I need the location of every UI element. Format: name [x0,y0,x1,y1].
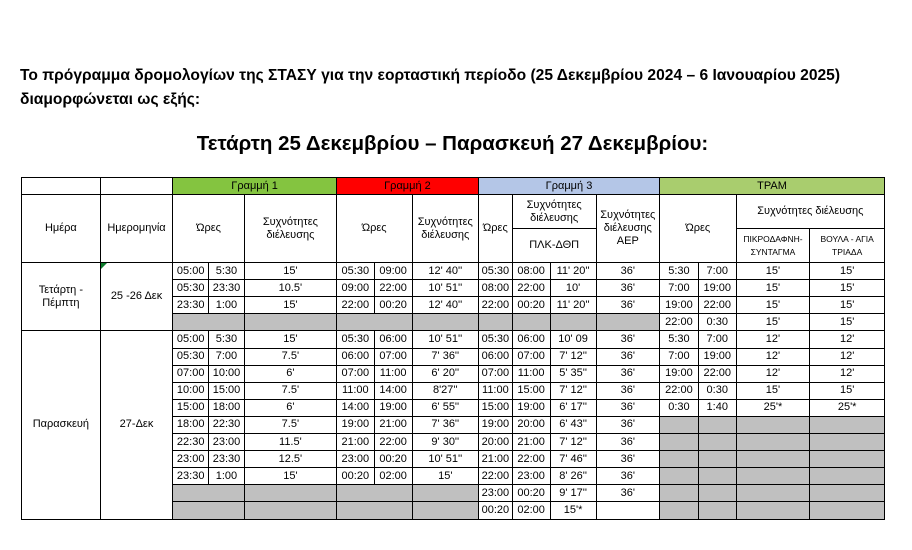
line2-to: 00:20 [374,297,412,314]
line3-from: 23:00 [479,485,513,502]
blank-cell [100,178,173,195]
empty-cell [412,485,478,502]
empty-cell [698,468,736,485]
line2-to: 11:00 [374,365,412,382]
line2-from: 22:00 [336,297,374,314]
empty-cell [736,416,810,433]
empty-cell [336,314,412,331]
line3-from: 05:30 [479,331,513,348]
line1-to: 22:30 [209,416,245,433]
line1-to: 23:00 [209,434,245,451]
line1-from: 23:30 [173,297,209,314]
line3-freq: 15'* [550,502,596,519]
line3-aer-freq [596,502,659,519]
line3-to: 11:00 [512,365,550,382]
line2-freq: 8'27'' [412,382,478,399]
line2-to: 22:00 [374,434,412,451]
line3-to: 23:00 [512,468,550,485]
line1-to: 15:00 [209,382,245,399]
tram-voula-freq: 15' [810,314,885,331]
tram-pikrodafni-freq: 12' [736,331,810,348]
tram-to: 19:00 [698,280,736,297]
empty-cell [660,502,699,519]
empty-cell [173,314,245,331]
tram-from: 5:30 [660,263,699,280]
line1-from: 05:00 [173,331,209,348]
line3-aer-freq: 36' [596,348,659,365]
empty-cell [512,314,550,331]
tram-to: 0:30 [698,382,736,399]
empty-cell [660,416,699,433]
voula-header: ΒΟΥΛΑ - ΑΓΙΑ ΤΡΙΑΔΑ [810,229,885,263]
empty-cell [336,485,412,502]
tram-to: 7:00 [698,331,736,348]
line3-to: 07:00 [512,348,550,365]
tram-to: 1:40 [698,399,736,416]
empty-cell [596,314,659,331]
pikrodafni-header: ΠΙΚΡΟΔΑΦΝΗ-ΣΥΝΤΑΓΜΑ [736,229,810,263]
line3-hours-header: Ώρες [479,195,513,263]
line3-aer-freq: 36' [596,485,659,502]
line3-to: 00:20 [512,485,550,502]
empty-cell [660,451,699,468]
tram-voula-freq: 15' [810,280,885,297]
line3-to: 21:00 [512,434,550,451]
tram-pikrodafni-freq: 12' [736,348,810,365]
empty-cell [660,468,699,485]
empty-cell [736,468,810,485]
line3-freq: 7' 46'' [550,451,596,468]
tram-pikrodafni-freq: 15' [736,314,810,331]
line2-freq: 7' 36'' [412,416,478,433]
tram-header: ΤΡΑΜ [660,178,885,195]
line1-from: 18:00 [173,416,209,433]
line2-from: 07:00 [336,365,374,382]
line2-freq: 10' 51'' [412,331,478,348]
line2-freq: 12' 40'' [412,263,478,280]
day-cell: Παρασκευή [22,331,101,519]
line1-from: 10:00 [173,382,209,399]
empty-cell [810,485,885,502]
line1-freq: 11.5' [244,434,336,451]
tram-hours-header: Ώρες [660,195,737,263]
line3-from: 21:00 [479,451,513,468]
line3-freq: 10' [550,280,596,297]
line1-header: Γραμμή 1 [173,178,337,195]
empty-cell [173,502,245,519]
tram-voula-freq: 15' [810,382,885,399]
line1-from: 07:00 [173,365,209,382]
tram-voula-freq: 15' [810,297,885,314]
day-header: Ημέρα [22,195,101,263]
empty-cell [736,451,810,468]
line1-from: 23:00 [173,451,209,468]
line1-freq: 6' [244,399,336,416]
line3-from: 00:20 [479,502,513,519]
line1-freq: 15' [244,331,336,348]
header-row-lines [22,178,885,195]
line3-aer-freq: 36' [596,468,659,485]
day-cell: Τετάρτη - Πέμπτη [22,263,101,331]
line3-to: 02:00 [512,502,550,519]
line3-from: 20:00 [479,434,513,451]
line3-to: 00:20 [512,297,550,314]
tram-to: 0:30 [698,314,736,331]
line3-from: 22:00 [479,297,513,314]
line3-from: 22:00 [479,468,513,485]
line1-freq: 12.5' [244,451,336,468]
line3-from: 07:00 [479,365,513,382]
line2-to: 22:00 [374,280,412,297]
line3-from: 06:00 [479,348,513,365]
line2-to: 19:00 [374,399,412,416]
line3-aer-freq: 36' [596,416,659,433]
line1-freq: 6' [244,365,336,382]
line1-to: 23:30 [209,280,245,297]
line1-from: 05:00 [173,263,209,280]
tram-from: 7:00 [660,280,699,297]
line2-from: 05:30 [336,331,374,348]
line3-freq: 6' 43'' [550,416,596,433]
line2-freq: 12' 40'' [412,297,478,314]
line3-aer-freq-label: Συχνότητες διέλευσης [600,209,656,235]
line2-from: 06:00 [336,348,374,365]
line3-aer-freq: 36' [596,365,659,382]
intro-text: Το πρόγραμμα δρομολογίων της ΣΤΑΣΥ για την εορταστική περίοδο (25 Δεκεμβρίου 2024 – 6 Ιανουαρίου 2025) διαμορφώνεται ως εξής: [20,67,841,108]
tram-freq-header: Συχνότητες διέλευσης [736,195,884,229]
line1-to: 7:00 [209,348,245,365]
line3-to: 15:00 [512,382,550,399]
empty-cell [810,451,885,468]
empty-cell [810,468,885,485]
line1-to: 1:00 [209,297,245,314]
line2-freq-header: Συχνότητες διέλευσης [412,195,478,263]
line2-to: 07:00 [374,348,412,365]
empty-cell [698,451,736,468]
blank-cell [22,178,101,195]
line2-freq: 10' 51'' [412,451,478,468]
line3-to: 20:00 [512,416,550,433]
empty-cell [244,314,336,331]
line3-freq: 10' 09 [550,331,596,348]
date-cell: 27-Δεκ [100,331,173,519]
table-row [22,331,885,348]
tram-pikrodafni-freq: 15' [736,280,810,297]
line1-to: 5:30 [209,263,245,280]
line3-aer-label: ΑΕΡ [616,235,639,248]
line3-freq: 11' 20'' [550,263,596,280]
tram-to: 22:00 [698,365,736,382]
line2-freq: 15' [412,468,478,485]
empty-cell [412,314,478,331]
line3-freq: 7' 12'' [550,348,596,365]
line1-to: 18:00 [209,399,245,416]
line3-freq: 9' 17'' [550,485,596,502]
line2-to: 02:00 [374,468,412,485]
line3-aer-freq: 36' [596,399,659,416]
empty-cell [810,502,885,519]
empty-cell [698,434,736,451]
empty-cell [698,485,736,502]
line1-to: 5:30 [209,331,245,348]
date-header: Ημερομηνία [100,195,173,263]
empty-cell [479,314,513,331]
line3-to: 08:00 [512,263,550,280]
empty-cell [244,485,336,502]
line3-freq: 7' 12'' [550,434,596,451]
line3-freq: 11' 20'' [550,297,596,314]
line1-from: 05:30 [173,280,209,297]
line2-to: 14:00 [374,382,412,399]
tram-from: 5:30 [660,331,699,348]
empty-cell [698,502,736,519]
empty-cell [660,485,699,502]
line1-freq-header: Συχνότητες διέλευσης [244,195,336,263]
line2-to: 21:00 [374,416,412,433]
line2-to: 00:20 [374,451,412,468]
tram-from: 19:00 [660,365,699,382]
line1-from: 22:30 [173,434,209,451]
line2-from: 14:00 [336,399,374,416]
line3-freq-header: Συχνότητες διέλευσης [512,195,596,229]
tram-from: 19:00 [660,297,699,314]
line1-to: 23:30 [209,451,245,468]
line2-from: 21:00 [336,434,374,451]
empty-cell [810,434,885,451]
line3-aer-freq: 36' [596,297,659,314]
line1-from: 23:30 [173,468,209,485]
tram-voula-freq: 25'* [810,399,885,416]
line3-from: 19:00 [479,416,513,433]
line1-freq: 15' [244,468,336,485]
line2-to: 06:00 [374,331,412,348]
empty-cell [698,416,736,433]
line2-from: 19:00 [336,416,374,433]
line3-header: Γραμμή 3 [479,178,660,195]
empty-cell [660,434,699,451]
header-row-sub [22,195,885,229]
schedule-table [21,177,885,520]
tram-to: 22:00 [698,297,736,314]
tram-to: 19:00 [698,348,736,365]
date-cell: 25 -26 Δεκ [100,263,173,331]
line3-aer-freq: 36' [596,382,659,399]
line3-from: 15:00 [479,399,513,416]
empty-cell [173,485,245,502]
line3-to: 22:00 [512,280,550,297]
line1-freq: 15' [244,297,336,314]
line2-from: 23:00 [336,451,374,468]
empty-cell [810,416,885,433]
line3-aer-freq: 36' [596,451,659,468]
line3-aer-freq: 36' [596,434,659,451]
empty-cell [736,434,810,451]
line3-freq: 5' 35'' [550,365,596,382]
tram-pikrodafni-freq: 25'* [736,399,810,416]
tram-pikrodafni-freq: 15' [736,263,810,280]
line2-freq: 6' 55'' [412,399,478,416]
tram-from: 22:00 [660,314,699,331]
tram-pikrodafni-freq: 15' [736,297,810,314]
line2-from: 00:20 [336,468,374,485]
line3-freq: 8' 26'' [550,468,596,485]
line3-aer-header [596,195,659,263]
line1-hours-header: Ώρες [173,195,245,263]
line2-freq: 10' 51'' [412,280,478,297]
empty-cell [736,485,810,502]
line3-to: 19:00 [512,399,550,416]
empty-cell [736,502,810,519]
line1-freq: 15' [244,263,336,280]
line2-from: 09:00 [336,280,374,297]
line1-to: 1:00 [209,468,245,485]
tram-to: 7:00 [698,263,736,280]
plk-dtp-header: ΠΛΚ-ΔΘΠ [512,229,596,263]
line3-freq: 7' 12'' [550,382,596,399]
line1-from: 05:30 [173,348,209,365]
line1-freq: 7.5' [244,382,336,399]
line3-to: 06:00 [512,331,550,348]
line2-from: 05:30 [336,263,374,280]
line3-freq: 6' 17'' [550,399,596,416]
line2-freq: 9' 30'' [412,434,478,451]
line1-to: 10:00 [209,365,245,382]
tram-voula-freq: 12' [810,331,885,348]
tram-pikrodafni-freq: 12' [736,365,810,382]
line2-freq: 6' 20'' [412,365,478,382]
tram-pikrodafni-freq: 15' [736,382,810,399]
tram-voula-freq: 12' [810,348,885,365]
line2-header: Γραμμή 2 [336,178,478,195]
line2-from: 11:00 [336,382,374,399]
line3-aer-freq: 36' [596,263,659,280]
table-row [22,263,885,280]
line1-from: 15:00 [173,399,209,416]
empty-cell [550,314,596,331]
line1-freq: 7.5' [244,348,336,365]
line3-from: 11:00 [479,382,513,399]
line1-freq: 7.5' [244,416,336,433]
line2-freq: 7' 36'' [412,348,478,365]
line3-from: 05:30 [479,263,513,280]
tram-voula-freq: 12' [810,365,885,382]
tram-from: 7:00 [660,348,699,365]
section-heading: Τετάρτη 25 Δεκεμβρίου – Παρασκευή 27 Δεκεμβρίου: [196,132,709,155]
empty-cell [412,502,478,519]
line2-hours-header: Ώρες [336,195,412,263]
empty-cell [244,502,336,519]
line2-to: 09:00 [374,263,412,280]
empty-cell [336,502,412,519]
tram-voula-freq: 15' [810,263,885,280]
line3-aer-freq: 36' [596,331,659,348]
line3-to: 22:00 [512,451,550,468]
tram-from: 22:00 [660,382,699,399]
line3-from: 08:00 [479,280,513,297]
line1-freq: 10.5' [244,280,336,297]
tram-from: 0:30 [660,399,699,416]
line3-aer-freq: 36' [596,280,659,297]
